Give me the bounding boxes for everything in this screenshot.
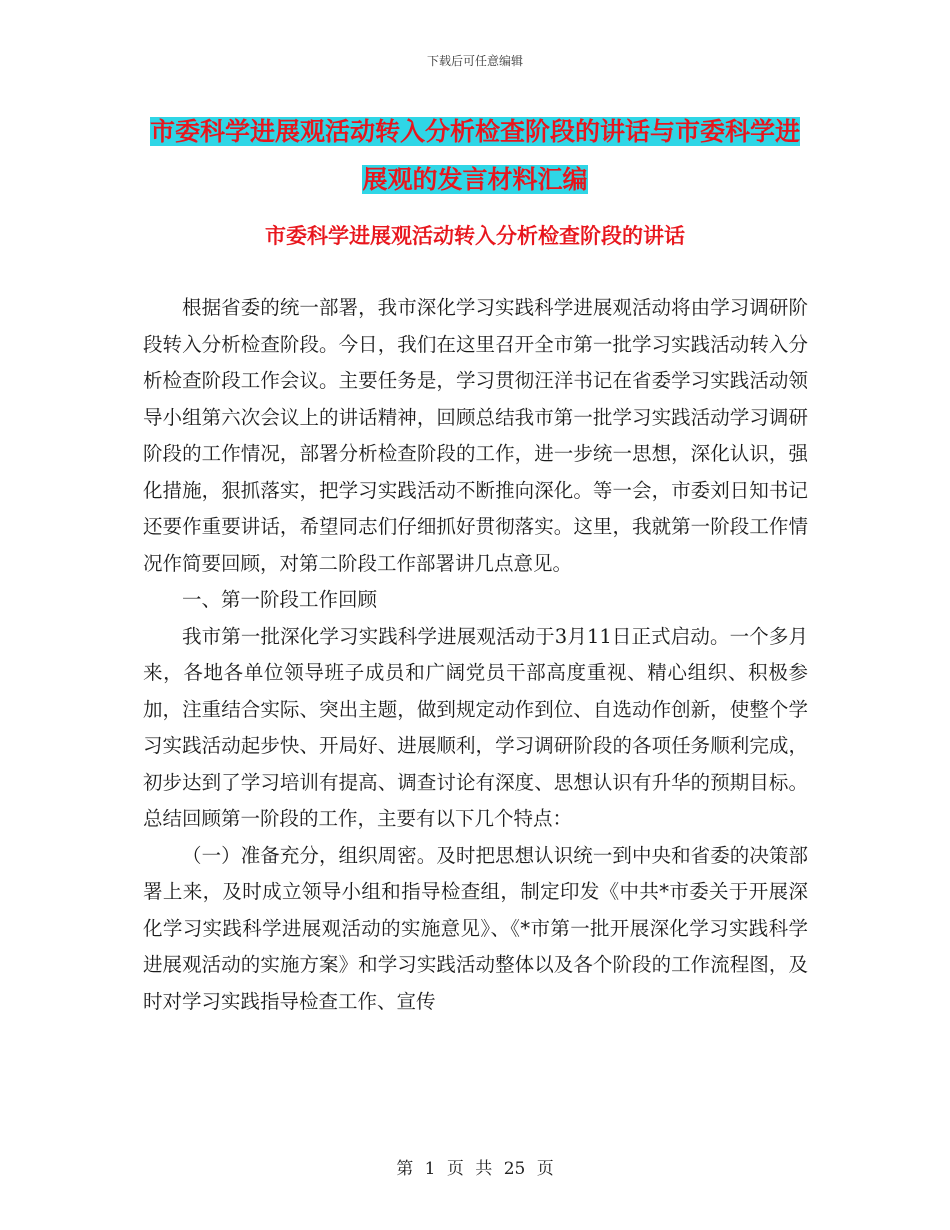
paragraph: （一）准备充分，组织周密。及时把思想认识统一到中央和省委的决策部署上来，及时成立领导小组和指导检查组，制定印发《中共*市委关于开展深化学习实践科学进展观活动的实施意见》、《*市第一批开展深化学习实践科学进展观活动的实施方案》和学习实践活动整体以及各个阶段的工作流程图，及时对学习实践指导检查工作、宣传 bbox=[143, 843, 808, 1013]
paragraph: 根据省委的统一部署，我市深化学习实践科学进展观活动将由学习调研阶段转入分析检查阶段。今日，我们在这里召开全市第一批学习实践活动转入分析检查阶段工作会议。主要任务是，学习贯彻汪洋书记在省委学习实践活动领导小组第六次会议上的讲话精神，回顾总结我市第一批学习实践活动学习调研阶段的工作情况，部署分析检查阶段的工作，进一步统一思想，深化认识，强化措施，狠抓落实，把学习实践活动不断推向深化。等一会，市委刘日知书记还要作重要讲话，希望同志们仔细抓好贯彻落实。这里，我就第一阶段工作情况作简要回顾，对第二阶段工作部署讲几点意见。 bbox=[143, 296, 808, 575]
document-title-text: 市委科学进展观活动转入分析检查阶段的讲话与市委科学进展观的发言材料汇编 bbox=[149, 117, 800, 194]
page-footer: 第 1 页 共 25 页 bbox=[396, 1159, 554, 1179]
section-title: 市委科学进展观活动转入分析检查阶段的讲话 bbox=[265, 224, 685, 248]
paragraph: 我市第一批深化学习实践科学进展观活动于3月11日正式启动。一个多月来，各地各单位领导班子成员和广阔党员干部高度重视、精心组织、积极参加，注重结合实际、突出主题，做到规定动作到位、自选动作创新，使整个学习实践活动起步快、开局好、进展顺利，学习调研阶段的各项任务顺利完成，初步达到了学习培训有提高、调查讨论有深度、思想认识有升华的预期目标。总结回顾第一阶段的工作，主要有以下几个特点： bbox=[143, 624, 808, 830]
header-note: 下载后可任意编辑 bbox=[426, 54, 523, 68]
body-text bbox=[143, 290, 808, 1020]
paragraph-heading: 一、第一阶段工作回顾 bbox=[182, 588, 378, 611]
document-title bbox=[140, 108, 810, 204]
